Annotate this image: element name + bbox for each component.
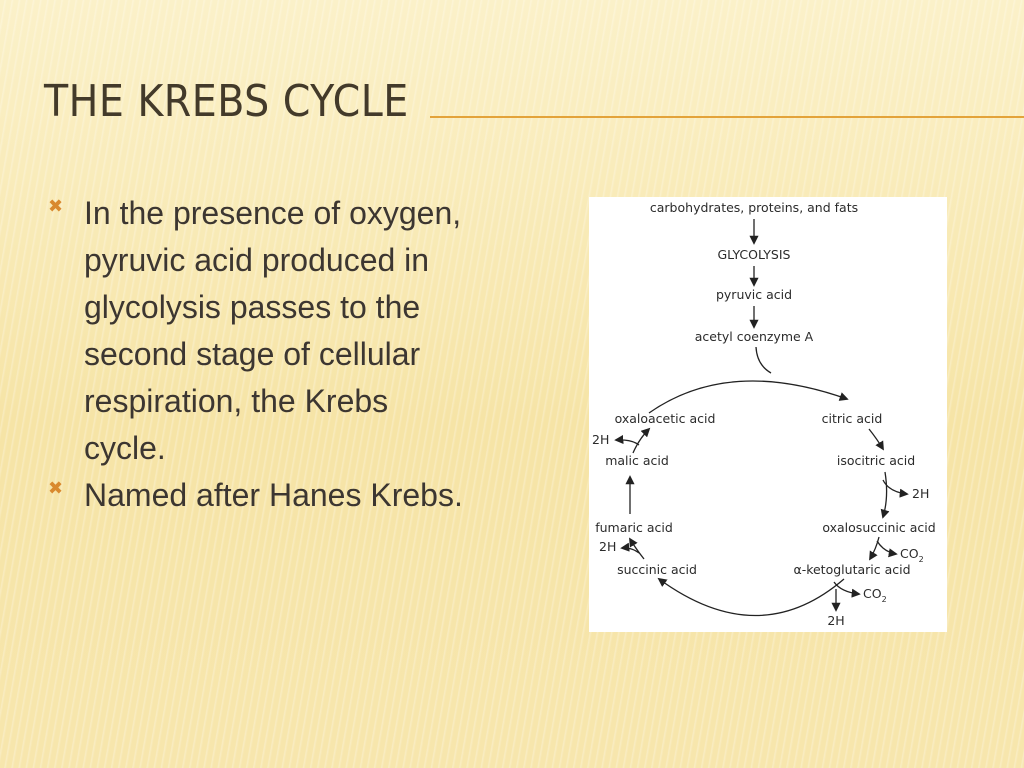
co2-subscript: 2 <box>881 595 887 604</box>
krebs-cycle-diagram <box>589 197 947 632</box>
bullet-text: In the presence of oxygen, pyruvic acid produced in glycolysis passes to the second stage of cellular respiration, the Krebs cycle. <box>84 195 462 466</box>
byproduct-2h-malic: 2H <box>592 432 610 447</box>
title-underline <box>430 116 1024 118</box>
arrow-acetyl-cycle <box>756 347 771 373</box>
node-fumaric: fumaric acid <box>595 520 673 535</box>
arrow-co2-oxalosuccinic <box>877 541 896 554</box>
krebs-cycle-svg <box>589 197 947 632</box>
node-pyruvic: pyruvic acid <box>715 287 793 302</box>
byproduct-co2-ketoglutaric <box>863 586 887 604</box>
arrow-citric-isocitric <box>869 429 883 449</box>
node-oxaloacetic: oxaloacetic acid <box>614 411 716 426</box>
node-input: carbohydrates, proteins, and fats <box>649 200 859 215</box>
node-ketoglutaric: α-ketoglutaric acid <box>793 562 911 577</box>
byproduct-2h-ketoglutaric: 2H <box>827 613 845 628</box>
arrow-oxaloacetic-citric <box>649 381 847 413</box>
arrow-2h-malic <box>616 440 639 445</box>
node-isocitric: isocitric acid <box>836 453 916 468</box>
node-malic: malic acid <box>605 453 669 468</box>
node-succinic: succinic acid <box>617 562 697 577</box>
arrow-ketoglutaric-succinic <box>659 579 844 616</box>
node-acetyl: acetyl coenzyme A <box>694 329 814 344</box>
bullet-list <box>46 190 466 519</box>
co2-subscript: 2 <box>918 555 924 564</box>
node-citric: citric acid <box>821 411 883 426</box>
arrow-isocitric-oxalosuccinic <box>883 472 887 517</box>
arrow-malic-oxaloacetic <box>633 429 649 453</box>
co2-label: CO <box>900 546 919 561</box>
bullet-item <box>46 472 466 519</box>
x-bullet-icon: ✖ <box>48 478 64 499</box>
byproduct-2h-fumaric: 2H <box>599 539 617 554</box>
node-oxalosuccinic: oxalosuccinic acid <box>822 520 936 535</box>
bullet-item <box>46 190 466 472</box>
bullet-text: Named after Hanes Krebs. <box>84 477 463 513</box>
byproduct-2h-isocitric: 2H <box>912 486 930 501</box>
co2-label: CO <box>863 586 882 601</box>
slide-title: THE KREBS CYCLE <box>44 76 409 127</box>
x-bullet-icon: ✖ <box>48 196 64 217</box>
arrow-oxalosuccinic-ketoglutaric <box>870 537 879 559</box>
node-glycolysis: GLYCOLYSIS <box>717 247 791 262</box>
